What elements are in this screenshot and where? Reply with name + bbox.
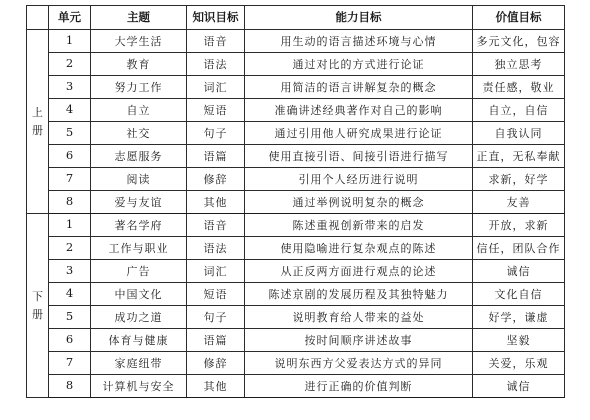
unit-number-cell: 2 <box>49 53 91 76</box>
topic-cell: 社交 <box>91 122 187 145</box>
table-row <box>27 352 565 375</box>
table-row <box>27 168 565 191</box>
knowledge-goal-cell: 语音 <box>187 30 245 53</box>
knowledge-goal-cell: 修辞 <box>187 352 245 375</box>
volume-label <box>27 214 49 398</box>
value-goal-cell: 友善 <box>473 191 565 214</box>
unit-number-cell: 2 <box>49 237 91 260</box>
topic-cell: 体育与健康 <box>91 329 187 352</box>
value-goal-cell: 诚信 <box>473 260 565 283</box>
volume-label-top: 上 <box>32 105 43 119</box>
table-row <box>27 76 565 99</box>
value-goal-cell: 坚毅 <box>473 329 565 352</box>
header-knowledge-goal: 知识目标 <box>187 6 245 30</box>
value-goal-cell: 自我认同 <box>473 122 565 145</box>
value-goal-cell: 文化自信 <box>473 283 565 306</box>
ability-goal-cell: 按时间顺序讲述故事 <box>245 329 473 352</box>
topic-cell: 工作与职业 <box>91 237 187 260</box>
topic-cell: 教育 <box>91 53 187 76</box>
value-goal-cell: 开放，求新 <box>473 214 565 237</box>
ability-goal-cell: 使用直接引语、间接引语进行描写 <box>245 145 473 168</box>
ability-goal-cell: 通过举例说明复杂的概念 <box>245 191 473 214</box>
table-row <box>27 53 565 76</box>
value-goal-cell: 求新，好学 <box>473 168 565 191</box>
knowledge-goal-cell: 其他 <box>187 375 245 398</box>
volume-label-bottom: 册 <box>32 123 43 137</box>
topic-cell: 中国文化 <box>91 283 187 306</box>
unit-number-cell: 3 <box>49 76 91 99</box>
knowledge-goal-cell: 修辞 <box>187 168 245 191</box>
unit-number-cell: 4 <box>49 283 91 306</box>
curriculum-table-wrapper <box>26 5 564 398</box>
volume-label-bottom: 册 <box>32 307 43 321</box>
ability-goal-cell: 陈述重视创新带来的启发 <box>245 214 473 237</box>
topic-cell: 广告 <box>91 260 187 283</box>
ability-goal-cell: 进行正确的价值判断 <box>245 375 473 398</box>
topic-cell: 著名学府 <box>91 214 187 237</box>
value-goal-cell: 关爱，乐观 <box>473 352 565 375</box>
table-row <box>27 30 565 53</box>
table-row <box>27 214 565 237</box>
knowledge-goal-cell: 语法 <box>187 237 245 260</box>
value-goal-cell: 好学，谦虚 <box>473 306 565 329</box>
ability-goal-cell: 陈述京剧的发展历程及其独特魅力 <box>245 283 473 306</box>
knowledge-goal-cell: 语音 <box>187 214 245 237</box>
unit-number-cell: 7 <box>49 352 91 375</box>
volume-label <box>27 30 49 214</box>
topic-cell: 计算机与安全 <box>91 375 187 398</box>
table-row <box>27 283 565 306</box>
curriculum-table <box>26 5 565 398</box>
header-ability-goal: 能力目标 <box>245 6 473 30</box>
table-body <box>27 30 565 398</box>
topic-cell: 大学生活 <box>91 30 187 53</box>
topic-cell: 志愿服务 <box>91 145 187 168</box>
unit-number-cell: 6 <box>49 329 91 352</box>
header-value-goal: 价值目标 <box>473 6 565 30</box>
header-row <box>27 6 565 30</box>
knowledge-goal-cell: 语篇 <box>187 329 245 352</box>
unit-number-cell: 8 <box>49 375 91 398</box>
value-goal-cell: 独立思考 <box>473 53 565 76</box>
table-row <box>27 237 565 260</box>
ability-goal-cell: 从正反两方面进行观点的论述 <box>245 260 473 283</box>
table-row <box>27 329 565 352</box>
table-row <box>27 375 565 398</box>
ability-goal-cell: 说明教育给人带来的益处 <box>245 306 473 329</box>
ability-goal-cell: 引用个人经历进行说明 <box>245 168 473 191</box>
knowledge-goal-cell: 词汇 <box>187 260 245 283</box>
topic-cell: 阅读 <box>91 168 187 191</box>
value-goal-cell: 多元文化，包容 <box>473 30 565 53</box>
table-row <box>27 191 565 214</box>
unit-number-cell: 7 <box>49 168 91 191</box>
knowledge-goal-cell: 其他 <box>187 191 245 214</box>
unit-number-cell: 5 <box>49 306 91 329</box>
table-row <box>27 122 565 145</box>
ability-goal-cell: 通过引用他人研究成果进行论证 <box>245 122 473 145</box>
knowledge-goal-cell: 词汇 <box>187 76 245 99</box>
ability-goal-cell: 使用隐喻进行复杂观点的陈述 <box>245 237 473 260</box>
ability-goal-cell: 用生动的语言描述环境与心情 <box>245 30 473 53</box>
volume-label-top: 下 <box>32 289 43 303</box>
unit-number-cell: 1 <box>49 30 91 53</box>
table-row <box>27 260 565 283</box>
knowledge-goal-cell: 句子 <box>187 122 245 145</box>
table-row <box>27 145 565 168</box>
unit-number-cell: 1 <box>49 214 91 237</box>
knowledge-goal-cell: 语法 <box>187 53 245 76</box>
ability-goal-cell: 通过对比的方式进行论证 <box>245 53 473 76</box>
unit-number-cell: 6 <box>49 145 91 168</box>
topic-cell: 自立 <box>91 99 187 122</box>
knowledge-goal-cell: 短语 <box>187 99 245 122</box>
ability-goal-cell: 准确讲述经典著作对自己的影响 <box>245 99 473 122</box>
value-goal-cell: 诚信 <box>473 375 565 398</box>
unit-number-cell: 3 <box>49 260 91 283</box>
value-goal-cell: 信任，团队合作 <box>473 237 565 260</box>
header-unit: 单元 <box>49 6 91 30</box>
value-goal-cell: 正直，无私奉献 <box>473 145 565 168</box>
unit-number-cell: 4 <box>49 99 91 122</box>
table-row <box>27 306 565 329</box>
knowledge-goal-cell: 句子 <box>187 306 245 329</box>
topic-cell: 爱与友谊 <box>91 191 187 214</box>
table-row <box>27 99 565 122</box>
knowledge-goal-cell: 语篇 <box>187 145 245 168</box>
ability-goal-cell: 用简洁的语言讲解复杂的概念 <box>245 76 473 99</box>
unit-number-cell: 8 <box>49 191 91 214</box>
topic-cell: 努力工作 <box>91 76 187 99</box>
value-goal-cell: 责任感，敬业 <box>473 76 565 99</box>
ability-goal-cell: 说明东西方父爱表达方式的异同 <box>245 352 473 375</box>
value-goal-cell: 自立，自信 <box>473 99 565 122</box>
knowledge-goal-cell: 短语 <box>187 283 245 306</box>
header-topic: 主题 <box>91 6 187 30</box>
topic-cell: 成功之道 <box>91 306 187 329</box>
unit-number-cell: 5 <box>49 122 91 145</box>
header-volume <box>27 6 49 30</box>
topic-cell: 家庭纽带 <box>91 352 187 375</box>
